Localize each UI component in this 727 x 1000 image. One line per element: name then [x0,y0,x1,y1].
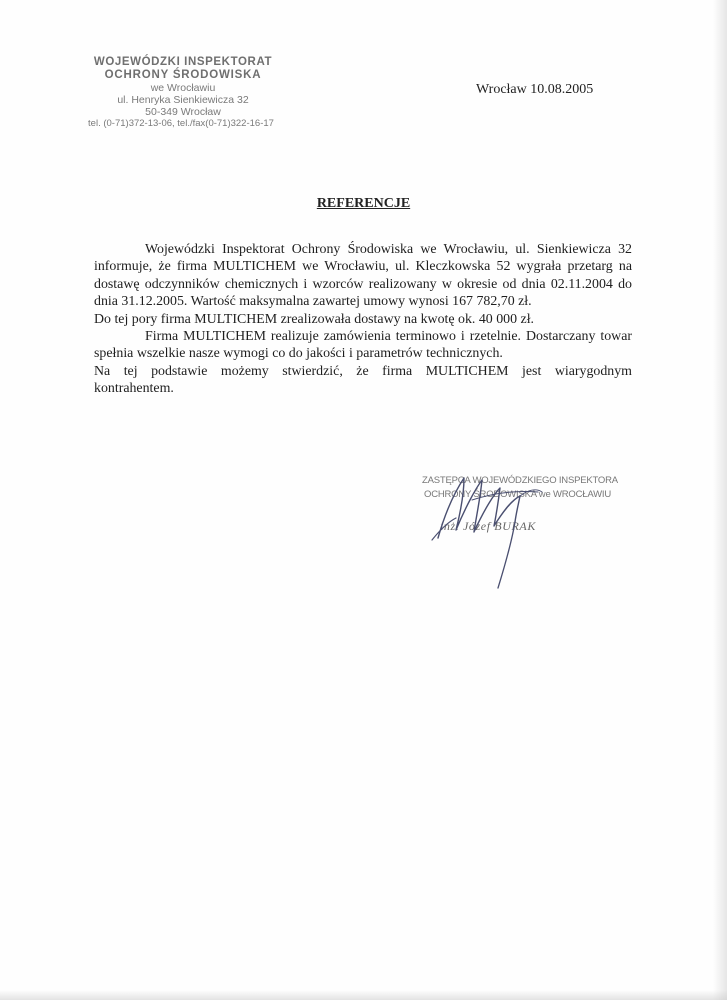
stamp-postal: 50-349 Wrocław [145,106,221,118]
paragraph-3: Firma MULTICHEM realizuje zamówienia terminowo i rzetelnie. Dostarczany towar spełnia wszelkie nasze wymogi co do jakości i parametrów technicznych. [94,329,632,362]
scan-edge-shadow [713,0,727,1000]
title-text: REFERENCJE [316,196,411,211]
document-title [0,194,727,212]
document-date: Wrocław 10.08.2005 [476,82,594,97]
paragraph-2: Do tej pory firma MULTICHEM zrealizowała dostawy na kwotę ok. 40 000 zł. [94,311,535,327]
paragraph-4-first-line: Na tej podstawie możemy stwierdzić, że firma MULTICHEM jest wiarygodnym [94,363,632,379]
paragraph-4-second-line: kontrahentem. [94,381,174,397]
scan-bottom-shadow [0,990,727,1000]
letter-body [94,241,632,398]
paragraph-1-rest: informuje, że firma MULTICHEM we Wrocławiu, ul. Kleczkowska 52 wygrała przetarg na dostawę odczynników chemicznych i wzorców realizowany w okresie od dnia 02.11.2004 do dnia 31.12.2005. Wartość maksymalna zawartej umowy wynosi 167 782,70 zł. [94,259,632,310]
signature-stamp-line2: OCHRONY ŚRODOWISKA we WROCŁAWIU [424,489,611,500]
signature-stamp-line1: ZASTĘPCA WOJEWÓDZKIEGO INSPEKTORA [422,475,618,486]
stamp-institution-line1: WOJEWÓDZKI INSPEKTORAT [93,56,273,68]
stamp-institution-line2: OCHRONY ŚRODOWISKA [104,69,262,81]
handwritten-signature [420,470,618,600]
stamp-phone: tel. (0-71)372-13-06, tel./fax(0-71)322-16-17 [88,118,274,129]
letterhead-stamp [80,56,286,130]
stamp-street: ul. Henryka Sienkiewicza 32 [117,94,249,106]
stamp-city: we Wrocławiu [150,82,216,94]
signatory-name: inż. Józef BURAK [440,519,536,533]
paragraph-1-first-line: Wojewódzki Inspektorat Ochrony Środowiska we Wrocławiu, ul. Sienkiewicza 32 [145,242,632,257]
